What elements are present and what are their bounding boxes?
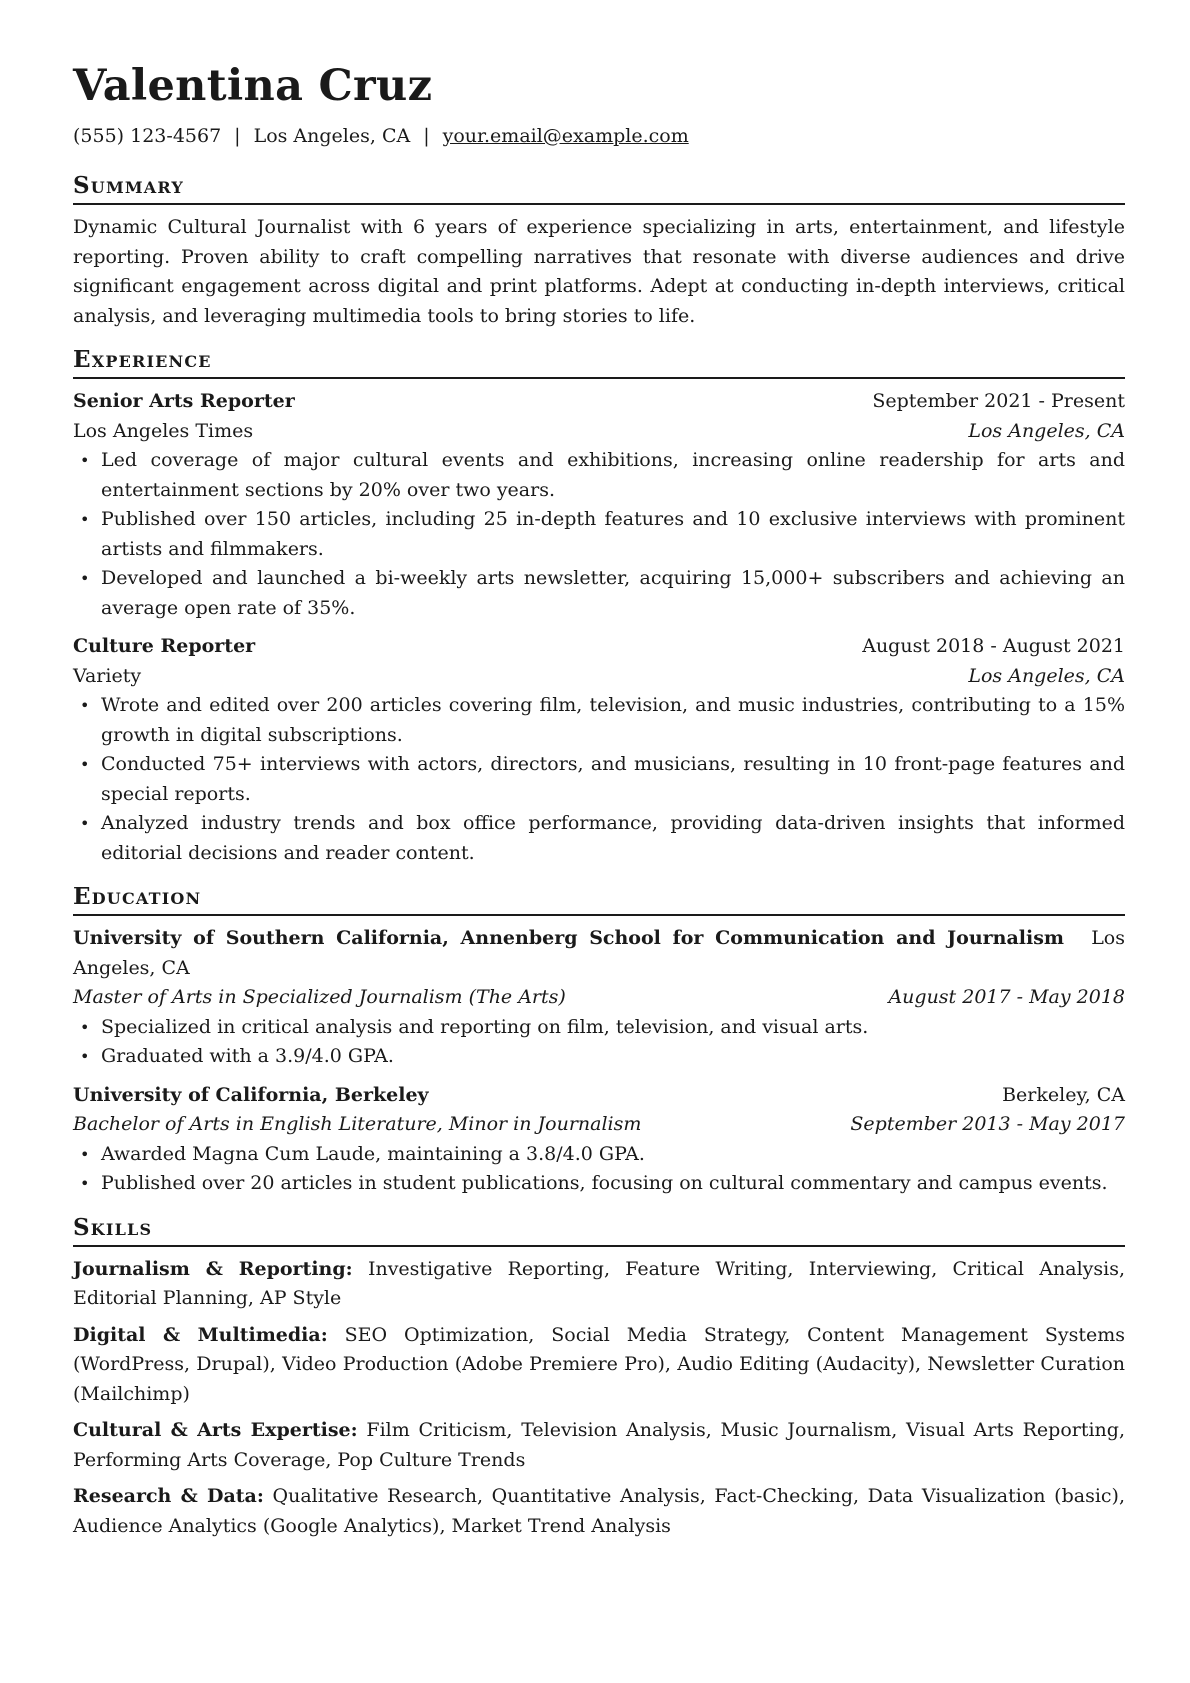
skill-group (73, 1416, 1125, 1475)
education-entry (73, 1081, 1125, 1199)
bullet-icon: • (80, 569, 90, 588)
job-role: Senior Arts Reporter (73, 390, 295, 412)
bullet-text: Graduated with a 3.9/4.0 GPA. (101, 1045, 394, 1067)
bullet-icon: • (80, 814, 90, 833)
phone-number: (555) 123-4567 (73, 125, 222, 147)
skill-label: Research & Data: (73, 1485, 264, 1507)
job-company: Variety (73, 664, 142, 687)
skill-value: Qualitative Research, Quantitative Analysis, Fact-Checking, Data Visualization (basic), Audience Analytics (Google Analytics), Market Trend Analysis (73, 1485, 1125, 1537)
bullet-text: Developed and launched a bi-weekly arts newsletter, acquiring 15,000+ subscribers and achieving an average open rate of 35%. (101, 567, 1125, 619)
bullet-text: Published over 20 articles in student publications, focusing on cultural commentary and campus events. (101, 1172, 1108, 1194)
job-subheader (73, 662, 1125, 692)
school-location: Los Angeles, CA (73, 927, 1125, 979)
bullet-text: Wrote and edited over 200 articles covering film, television, and music industries, contributing to a 15% growth in digital subscriptions. (101, 694, 1125, 746)
section-title-education: Education (73, 882, 1125, 916)
job-bullets (73, 446, 1125, 623)
bullet-text: Published over 150 articles, including 25 in-depth features and 10 exclusive interviews with prominent artists and filmmakers. (101, 508, 1125, 560)
skill-group (73, 1482, 1125, 1541)
bullet-item (73, 809, 1125, 868)
job-dates: September 2021 - Present (872, 390, 1125, 412)
school-name: University of California, Berkeley (73, 1083, 429, 1106)
job-header (73, 632, 1125, 662)
degree-name: Bachelor of Arts in English Literature, Minor in Journalism (73, 1113, 642, 1135)
job-location: Los Angeles, CA (968, 419, 1125, 442)
contact-line (73, 123, 1125, 149)
skills-section (73, 1213, 1125, 1542)
bullet-item (73, 1140, 1125, 1170)
summary-section (73, 171, 1125, 331)
degree-row (73, 983, 1125, 1013)
bullet-item (73, 1013, 1125, 1043)
skill-value: Film Criticism, Television Analysis, Music Journalism, Visual Arts Reporting, Performing Arts Coverage, Pop Culture Trends (73, 1419, 1125, 1471)
bullet-item (73, 564, 1125, 623)
education-entry (73, 924, 1125, 1072)
resume-page (73, 56, 1125, 1541)
education-bullets (73, 1140, 1125, 1199)
bullet-icon: • (80, 1047, 90, 1066)
contact-separator: | (234, 125, 241, 147)
degree-row (73, 1110, 1125, 1140)
bullet-icon: • (80, 696, 90, 715)
job-header (73, 387, 1125, 417)
job-bullets (73, 691, 1125, 868)
job-entry (73, 632, 1125, 868)
bullet-item (73, 691, 1125, 750)
summary-text: Dynamic Cultural Journalist with 6 years of experience specializing in arts, entertainment, and lifestyle reporting. Proven ability to craft compelling narratives that resonate with diverse audiences and drive significant engagement across digital and print platforms. Adept at conducting in-depth interviews, critical analysis, and leveraging multimedia tools to bring stories to life. (73, 216, 1125, 327)
skill-value: SEO Optimization, Social Media Strategy, Content Management Systems (WordPress, Drupal), Video Production (Adobe Premiere Pro), Audio Editing (Audacity), Newsletter Curation (Mailchimp) (73, 1323, 1125, 1405)
candidate-name: Valentina Cruz (73, 61, 433, 111)
bullet-icon: • (80, 1144, 90, 1164)
bullet-item (73, 446, 1125, 505)
bullet-text: Led coverage of major cultural events and exhibitions, increasing online readership for arts and entertainment sections by 20% over two years. (101, 449, 1125, 501)
bullet-icon: • (80, 510, 90, 529)
bullet-icon: • (80, 1017, 90, 1037)
school-header (73, 1081, 1125, 1111)
job-dates: August 2018 - August 2021 (862, 635, 1125, 657)
bullet-icon: • (80, 755, 90, 774)
bullet-text: Analyzed industry trends and box office performance, providing data-driven insights that informed editorial decisions and reader content. (101, 812, 1125, 864)
section-title-experience: Experience (73, 345, 1125, 379)
job-subheader (73, 417, 1125, 447)
email-link[interactable]: your.email@example.com (442, 125, 689, 147)
education-bullets (73, 1013, 1125, 1072)
school-location: Berkeley, CA (1002, 1083, 1125, 1106)
bullet-text: Awarded Magna Cum Laude, maintaining a 3.8/4.0 GPA. (101, 1142, 645, 1165)
section-title-skills: Skills (73, 1213, 1125, 1247)
bullet-item (73, 505, 1125, 564)
section-title-summary: Summary (73, 171, 1125, 205)
contact-separator: | (423, 125, 430, 147)
job-location: Los Angeles, CA (968, 664, 1125, 687)
education-section (73, 882, 1125, 1199)
bullet-icon: • (80, 1174, 90, 1193)
school-name: University of Southern California, Annenberg School for Communication and Journalism (73, 927, 1065, 949)
job-company: Los Angeles Times (73, 419, 254, 442)
skill-label: Journalism & Reporting: (73, 1257, 353, 1280)
school-header (73, 924, 1125, 983)
skill-label: Cultural & Arts Expertise: (73, 1419, 358, 1441)
location: Los Angeles, CA (253, 125, 411, 147)
degree-dates: August 2017 - May 2018 (888, 986, 1125, 1008)
bullet-text: Conducted 75+ interviews with actors, directors, and musicians, resulting in 10 front-page features and special reports. (101, 753, 1125, 805)
bullet-text: Specialized in critical analysis and reporting on film, television, and visual arts. (101, 1015, 869, 1038)
skill-value: Investigative Reporting, Feature Writing, Interviewing, Critical Analysis, Editorial Planning, AP Style (73, 1257, 1125, 1309)
degree-name: Master of Arts in Specialized Journalism (The Arts) (73, 986, 566, 1008)
skill-label: Digital & Multimedia: (73, 1323, 328, 1346)
skill-group (73, 1255, 1125, 1314)
bullet-item (73, 1169, 1125, 1199)
job-entry (73, 387, 1125, 623)
bullet-item (73, 1042, 1125, 1072)
bullet-item (73, 750, 1125, 809)
experience-section (73, 345, 1125, 868)
skill-group (73, 1321, 1125, 1410)
job-role: Culture Reporter (73, 635, 256, 657)
degree-dates: September 2013 - May 2017 (850, 1113, 1125, 1135)
bullet-icon: • (80, 451, 90, 470)
